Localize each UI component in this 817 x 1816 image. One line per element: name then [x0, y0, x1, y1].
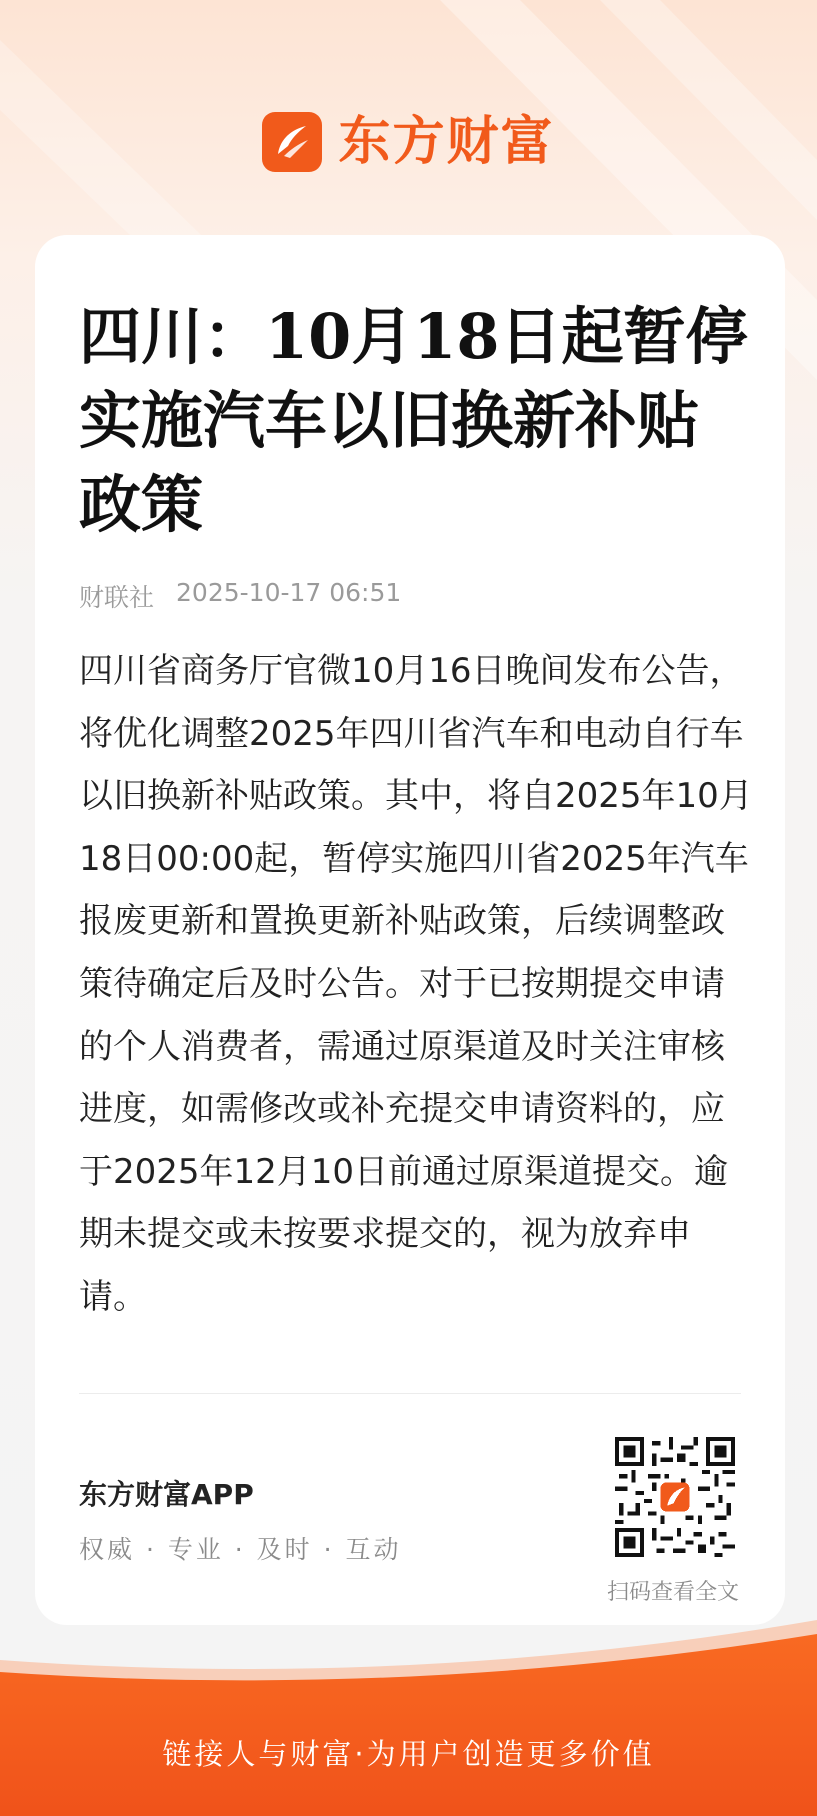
footer-slogan: 链接人与财富·为用户创造更多价值 [162, 1737, 655, 1771]
article-source: 财联社 [79, 583, 155, 612]
article-body: 四川省商务厅官微10月16日晚间发布公告，将优化调整2025年四川省汽车和电动自行车以旧换新补贴政策。其中，将自2025年10月18日00:00起，暂停实施四川省2025年汽车报废更新和置换更新补贴政策，后续调整政策待确定后及时公告。对于已按期提交申请的个人消费者，需通过原渠道及时关注审核进度，如需修改或补充提交申请资料的，应于2025年12月10日前通过原渠道提交。逾期未提交或未按要求提交的，视为放弃申请。 [79, 651, 753, 1317]
article-meta [79, 578, 401, 614]
brand-name: 东方财富 [338, 112, 555, 172]
app-name: 东方财富APP [79, 1478, 254, 1511]
app-slogan: 权威 · 专业 · 及时 · 互动 [79, 1535, 402, 1564]
brand-header [0, 112, 817, 172]
article-card [35, 235, 785, 1625]
article-datetime: 2025-10-17 06:51 [176, 578, 402, 607]
divider [79, 1393, 741, 1394]
article-title: 四川：10月18日起暂停实施汽车以旧换新补贴政策 [79, 300, 748, 541]
qr-caption: 扫码查看全文 [606, 1580, 739, 1605]
bottom-wave-band [0, 1620, 817, 1816]
qr-code-icon[interactable] [615, 1437, 735, 1557]
eastmoney-logo-icon [262, 112, 322, 172]
